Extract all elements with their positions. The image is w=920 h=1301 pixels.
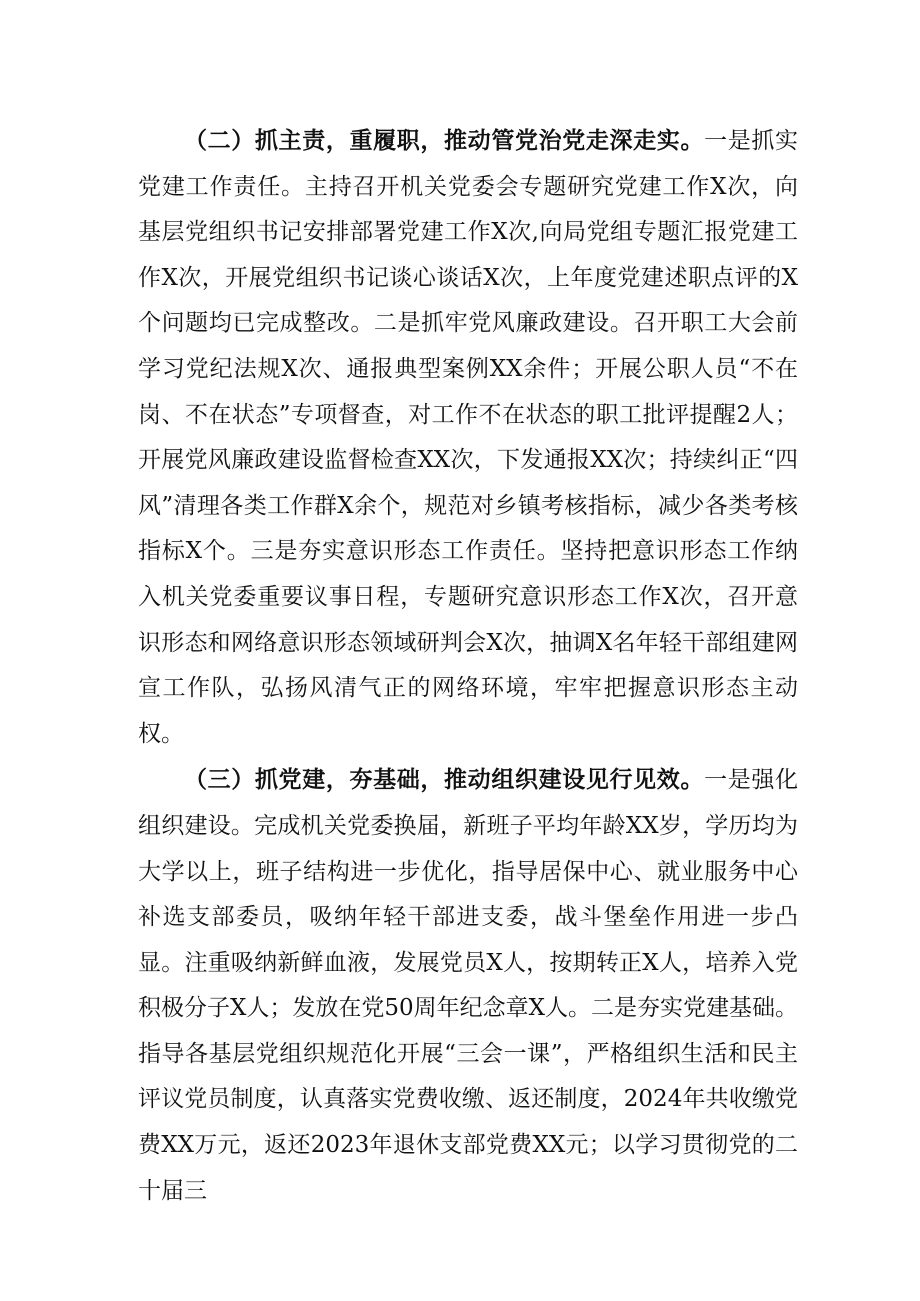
document-body [138, 118, 798, 1214]
section-heading: （二）抓主责，重履职，推动管党治党走深走实。 [184, 127, 705, 154]
paragraph-section-2 [138, 118, 798, 757]
section-heading: （三）抓党建，夯基础，推动组织建设见行见效。 [184, 766, 705, 794]
paragraph-text: 一是抓实党建工作责任。主持召开机关党委会专题研究党建工作X次，向基层党组织书记安排部署党建工作X次,向局党组专题汇报党建工作X次，开展党组织书记谈心谈话X次，上年度党建述职点评的X个问题均已完成整改。二是抓牢党风廉政建设。召开职工大会前学习党纪法规X次、通报典型案例XX余件；开展公职人员“不在岗、不在状态”专项督查，对工作不在状态的职工批评提醒2人；开展党风廉政建设监督检查XX次，下发通报XX次；持续纠正“四风”清理各类工作群X余个，规范对乡镇考核指标，减少各类考核指标X个。三是夯实意识形态工作责任。坚持把意识形态工作纳入机关党委重要议事日程，专题研究意识形态工作X次，召开意识形态和网络意识形态领域研判会X次，抽调X名年轻干部组建网宣工作队，弘扬风清气正的网络环境，牢牢把握意识形态主动权。 [138, 128, 799, 747]
paragraph-text: 一是强化组织建设。完成机关党委换届，新班子平均年龄XX岁，学历均为大学以上，班子结构进一步优化，指导居保中心、就业服务中心补选支部委员，吸纳年轻干部进支委，战斗堡垒作用进一步凸显。注重吸纳新鲜血液，发展党员X人，按期转正X人，培养入党积极分子X人；发放在党50周年纪念章X人。二是夯实党建基础。指导各基层党组织规范化开展“三会一课”，严格组织生活和民主评议党员制度，认真落实党费收缴、返还制度，2024年共收缴党费XX万元，返还2023年退休支部党费XX元；以学习贯彻党的二十届三 [138, 767, 799, 1204]
paragraph-section-3 [138, 757, 798, 1214]
